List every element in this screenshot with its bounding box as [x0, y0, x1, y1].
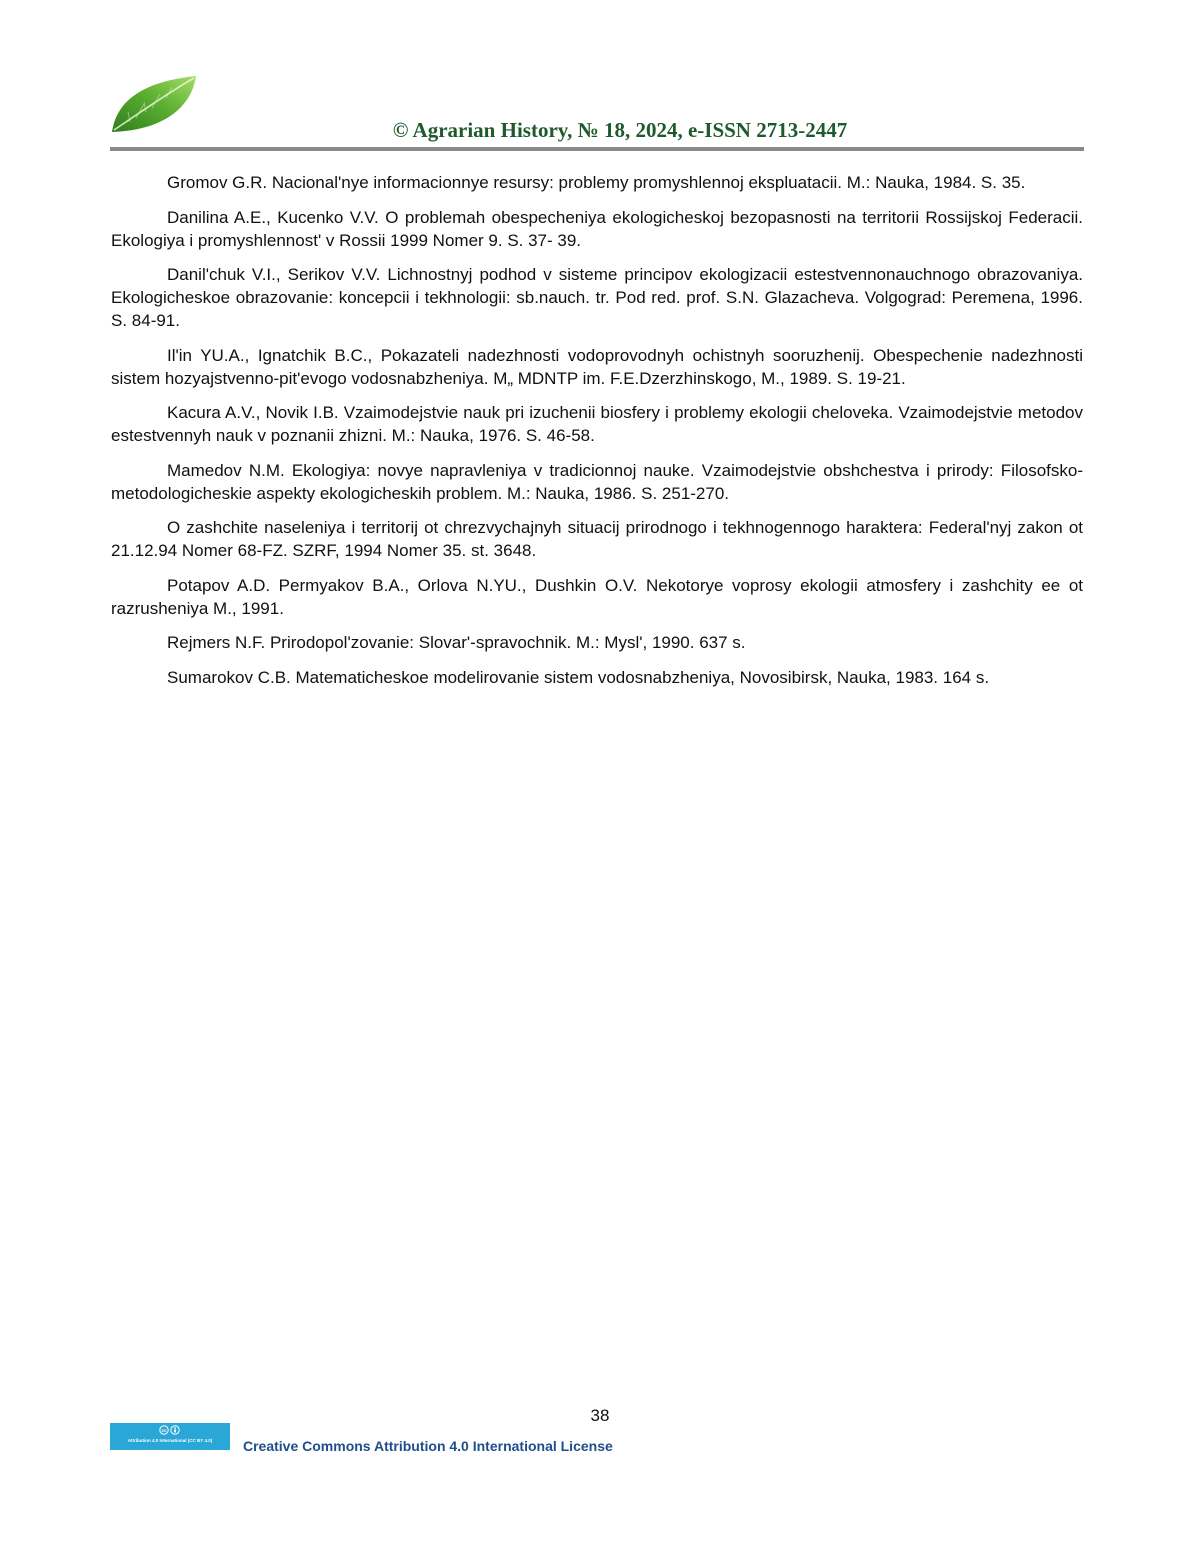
reference-list — [111, 171, 1083, 700]
cc-by-icon — [159, 1425, 181, 1435]
svg-text:cc: cc — [161, 1427, 167, 1433]
reference-item: Sumarokov C.B. Matematicheskoe modelirovanie sistem vodosnabzheniya, Novosibirsk, Nauka, 1983. 164 s. — [167, 667, 990, 687]
license-link[interactable]: Creative Commons Attribution 4.0 International License — [243, 1438, 613, 1454]
header-divider — [110, 147, 1084, 151]
reference-item: Kacura A.V., Novik I.B. Vzaimodejstvie nauk pri izuchenii biosfery i problemy ekologii cheloveka. Vzaimodejstvie metodov estestvennyh nauk v poznanii zhizni. M.: Nauka, 1976. S. 46-58. — [111, 403, 1083, 445]
cc-license-badge[interactable] — [110, 1423, 230, 1450]
reference-item: Potapov A.D. Permyakov B.A., Orlova N.YU., Dushkin O.V. Nekotorye voprosy ekologii atmosfery i zashchity ee ot razrusheniya M., 1991. — [111, 575, 1083, 618]
page-number: 38 — [590, 1406, 610, 1425]
journal-title: © Agrarian History, № 18, 2024, e-ISSN 2713-2447 — [392, 118, 848, 142]
reference-item: Danil'chuk V.I., Serikov V.V. Lichnostnyj podhod v sisteme principov ekologizacii estestvennonauchnogo obrazovaniya. Ekologicheskoe obrazovanie: koncepcii i tekhnologii: sb.nauch. tr. Pod red. prof. S.N. Glazacheva. Volgograd: Peremena, 1996. S. 84-91. — [111, 265, 1083, 330]
reference-item: Il'in YU.A., Ignatchik B.C., Pokazateli nadezhnosti vodoprovodnyh ochistnyh sooruzhenij. Obespechenie nadezhnosti sistem hozyajstvenno-pit'evogo vodosnabzheniya. M„ MDNTP im. F.E.Dzerzhinskogo, M., 1989. S. 19-21. — [111, 345, 1083, 388]
reference-item: O zashchite naseleniya i territorij ot chrezvychajnyh situacij prirodnogo i tekhnogennogo haraktera: Federal'nyj zakon ot 21.12.94 Nomer 68-FZ. SZRF, 1994 Nomer 35. st. 3648. — [111, 518, 1083, 560]
reference-item: Mamedov N.M. Ekologiya: novye napravleniya v tradicionnoj nauke. Vzaimodejstvie obshchestva i prirody: Filosofsko-metodologicheskie aspekty ekologicheskih problem. M.: Nauka, 1986. S. 251-270. — [111, 460, 1083, 503]
reference-item: Danilina A.E., Kucenko V.V. O problemah obespecheniya ekologicheskoj bezopasnosti na territorii Rossijskoj Federacii. Ekologiya i promyshlennost' v Rossii 1999 Nomer 9. S. 37- 39. — [111, 207, 1083, 250]
badge-label: Attribution 4.0 International (CC BY 4.0) — [127, 1438, 213, 1443]
leaf-icon — [108, 74, 200, 136]
reference-item: Rejmers N.F. Prirodopol'zovanie: Slovar'-spravochnik. M.: Mysl', 1990. 637 s. — [167, 633, 746, 652]
reference-item: Gromov G.R. Nacional'nye informacionnye resursy: problemy promyshlennoj ekspluatacii. M.: Nauka, 1984. S. 35. — [167, 173, 1026, 192]
